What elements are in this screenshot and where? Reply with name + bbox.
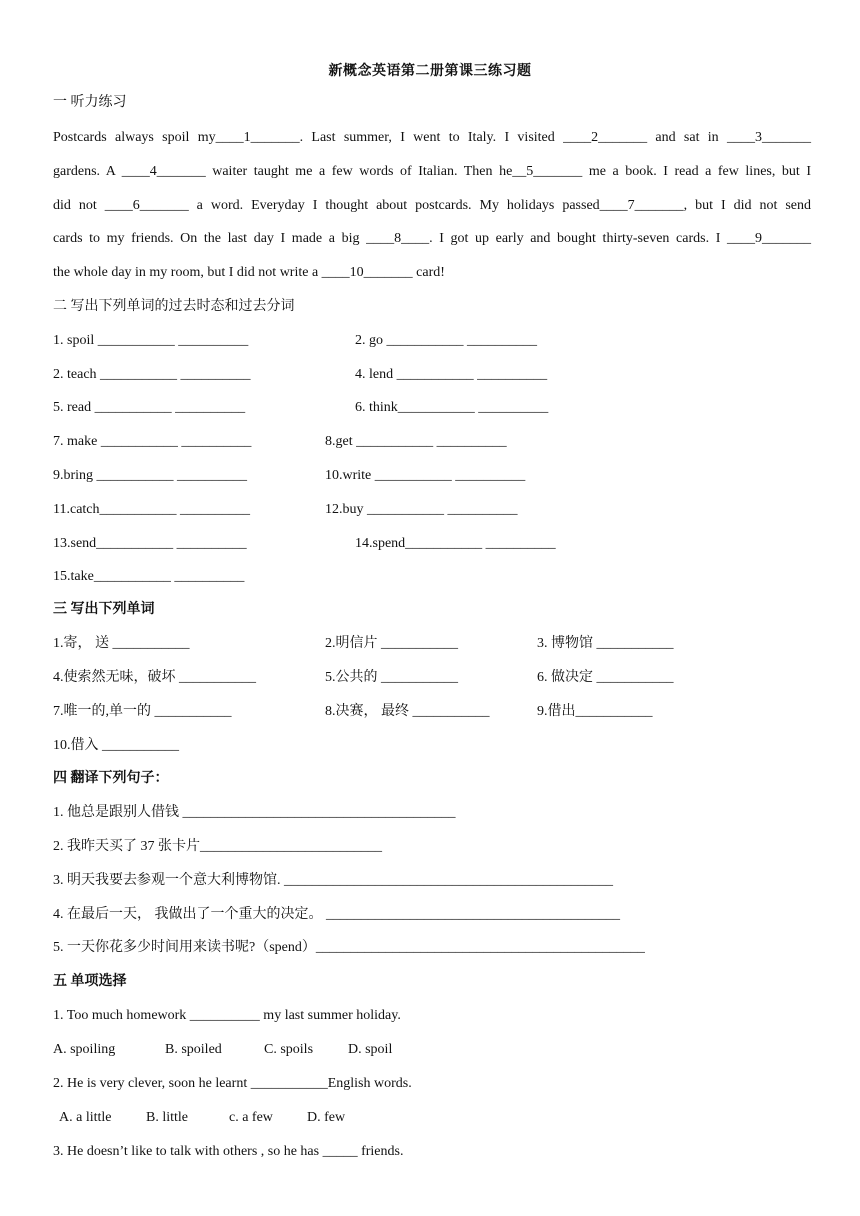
option-b: B. spoiled	[165, 1042, 222, 1057]
vocab-item: 3. 博物馆 ___________	[537, 636, 674, 651]
vocab-item: 1.寄， 送 ___________	[53, 636, 190, 651]
section4-heading: 四 翻译下列句子：	[53, 771, 169, 786]
verb-item: 4. lend ___________ __________	[355, 367, 548, 382]
option-c: c. a few	[229, 1110, 273, 1125]
verb-item: 7. make ___________ __________	[53, 434, 252, 449]
vocab-item: 2.明信片 ___________	[325, 636, 458, 651]
verb-item: 8.get ___________ __________	[325, 434, 507, 449]
vocab-item: 9.借出___________	[537, 704, 653, 719]
passage-line-5: the whole day in my room, but I did not write a ____10_______ card!	[53, 265, 445, 280]
option-b: B. little	[146, 1110, 188, 1125]
passage-line-3: did not ____6_______ a word. Everyday I thought about postcards. My holidays passed____7_______, but I did not send	[53, 198, 811, 213]
translation-item: 4. 在最后一天， 我做出了一个重大的决定。 __________________________________________	[53, 907, 620, 922]
verb-item: 6. think___________ __________	[355, 400, 549, 415]
vocab-item: 10.借入 ___________	[53, 738, 179, 753]
option-d: D. spoil	[348, 1042, 393, 1057]
verb-item: 9.bring ___________ __________	[53, 468, 248, 483]
option-d: D. few	[307, 1110, 346, 1125]
question-stem: 1. Too much homework __________ my last summer holiday.	[53, 1008, 401, 1023]
translation-item: 2. 我昨天买了 37 张卡片__________________________	[53, 839, 382, 854]
section2-heading: 二 写出下列单词的过去时态和过去分词	[53, 299, 295, 314]
verb-item: 2. teach ___________ __________	[53, 367, 251, 382]
vocab-item: 4.使索然无味，破坏 ___________	[53, 670, 256, 685]
question-stem: 2. He is very clever, soon he learnt ___________English words.	[53, 1076, 412, 1091]
vocab-item: 7.唯一的,单一的 ___________	[53, 704, 232, 719]
vocab-item: 5.公共的 ___________	[325, 670, 458, 685]
translation-item: 3. 明天我要去参观一个意大利博物馆. _______________________________________________	[53, 873, 613, 888]
passage-line-1: Postcards always spoil my____1_______. Last summer, I went to Italy. I visited ____2_______ and sat in ____3_______	[53, 130, 811, 145]
option-a: A. a little	[59, 1110, 112, 1125]
verb-item: 2. go ___________ __________	[355, 333, 537, 348]
option-a: A. spoiling	[53, 1042, 116, 1057]
question-stem: 3. He doesn’t like to talk with others , so he has _____ friends.	[53, 1144, 404, 1159]
section1-heading: 一 听力练习	[53, 95, 127, 110]
translation-item: 1. 他总是跟别人借钱 _______________________________________	[53, 805, 456, 820]
option-c: C. spoils	[264, 1042, 314, 1057]
passage-line-2: gardens. A ____4_______ waiter taught me a few words of Italian. Then he__5_______ me a book. I read a few lines, but I	[53, 164, 811, 179]
verb-item: 5. read ___________ __________	[53, 400, 246, 415]
passage-line-4: cards to my friends. On the last day I made a big ____8____. I got up early and bought thirty-seven cards. I ____9_______	[53, 231, 811, 246]
verb-item: 10.write ___________ __________	[325, 468, 526, 483]
section3-heading: 三 写出下列单词	[53, 602, 155, 617]
verb-item: 12.buy ___________ __________	[325, 502, 518, 517]
vocab-item: 6. 做决定 ___________	[537, 670, 674, 685]
vocab-item: 8.决赛， 最终 ___________	[325, 704, 490, 719]
verb-item: 13.send___________ __________	[53, 536, 247, 551]
section5-heading: 五 单项选择	[53, 974, 127, 989]
verb-item: 1. spoil ___________ __________	[53, 333, 249, 348]
verb-item: 14.spend___________ __________	[355, 536, 556, 551]
verb-item: 11.catch___________ __________	[53, 502, 251, 517]
translation-item: 5. 一天你花多少时间用来读书呢?（spend）_______________________________________________	[53, 940, 645, 955]
verb-item: 15.take___________ __________	[53, 569, 245, 584]
page-title: 新概念英语第二册第课三练习题	[328, 64, 532, 79]
